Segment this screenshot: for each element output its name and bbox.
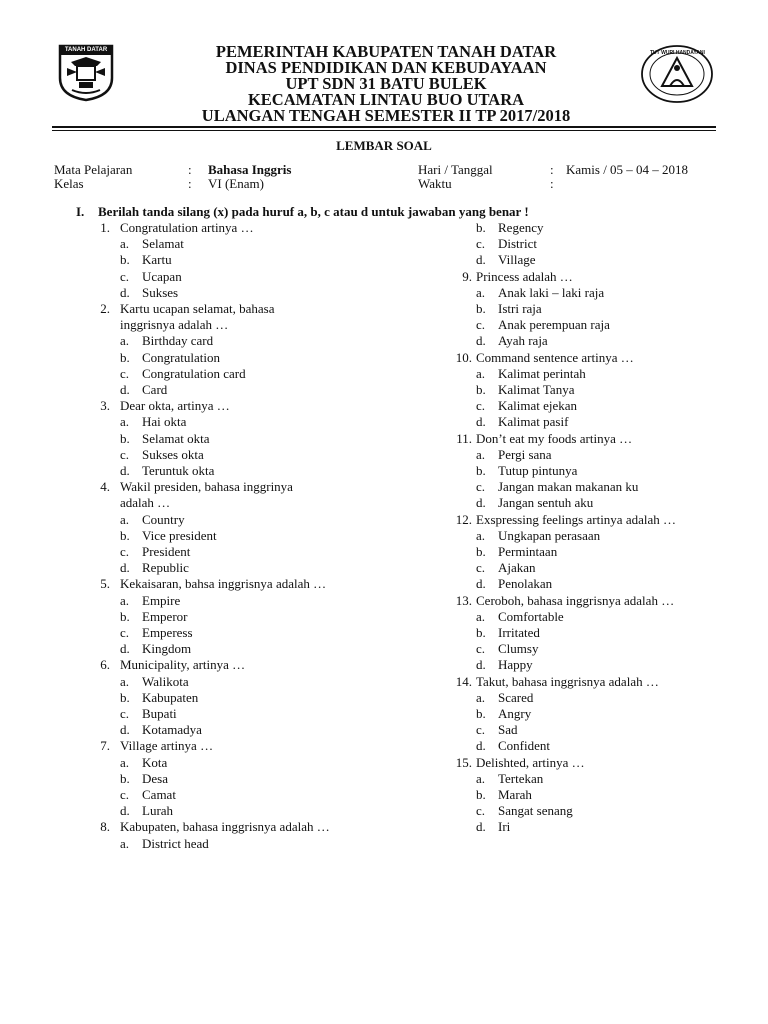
question-number: 13. [455,592,472,608]
option-text: Pergi sana [498,446,552,462]
option-letter: d. [476,576,486,592]
option-letter: d. [120,382,130,397]
option-letter: c. [476,479,486,495]
option-letter: b. [476,463,486,478]
option-text: Hai okta [142,414,187,430]
option-text: Birthday card [142,333,214,349]
option-letter: b. [120,527,130,543]
option-letter: b. [120,770,130,786]
option-text: Kota [142,754,168,770]
option-letter: d. [476,657,486,673]
option-text: Regency [498,220,544,235]
sheet-title: LEMBAR SOAL [336,138,432,153]
option-text: Anak laki – laki raja [498,284,605,300]
option-letter: b. [476,382,486,397]
question-number: 10. [455,349,472,365]
option-letter: a. [120,835,130,851]
option-text: Kalimat perintah [498,365,586,381]
option-text: Sukses okta [142,446,204,462]
option-letter: b. [476,220,486,235]
option-letter: a. [476,770,486,786]
option-letter: c. [476,236,486,252]
day-date-value: Kamis / 05 – 04 – 2018 [566,162,689,177]
section-instruction: Berilah tanda silang (x) pada huruf a, b, c atau d untuk jawaban yang benar ! [98,204,529,219]
option-letter: d. [476,819,486,835]
option-text: Tertekan [498,770,544,786]
option-letter: b. [120,689,130,705]
option-letter: c. [476,317,486,333]
class-value: VI (Enam) [208,176,264,191]
option-letter: a. [476,527,486,543]
option-text: Kalimat ejekan [498,398,578,414]
option-letter: b. [476,301,486,316]
option-text: Republic [142,560,189,576]
option-text: Selamat okta [142,430,210,446]
option-letter: c. [120,787,130,802]
option-letter: c. [120,544,130,559]
option-text: Card [142,382,168,397]
option-letter: a. [476,365,486,381]
option-letter: c. [476,803,486,819]
option-text: Kingdom [142,641,192,657]
option-letter: c. [120,446,130,462]
option-text: Vice president [142,527,217,543]
option-text: Teruntuk okta [142,463,215,478]
option-letter: a. [476,689,486,705]
option-letter: d. [120,803,130,819]
option-letter: d. [120,722,130,738]
option-text: Emperor [142,608,188,624]
option-letter: a. [120,673,130,689]
option-letter: a. [120,333,130,349]
time-label: Waktu [418,176,452,191]
option-text: Jangan makan makanan ku [498,479,639,495]
day-date-label: Hari / Tanggal [418,162,493,177]
question-number: 15. [455,754,472,770]
option-text: Angry [498,706,532,721]
option-text: Tutup pintunya [498,463,578,478]
question-text: Delishted, artinya … [476,754,585,770]
option-letter: d. [120,463,130,478]
option-text: Happy [498,657,533,673]
option-text: District [498,236,537,252]
option-text: Congratulation card [142,365,246,381]
class-label: Kelas [54,176,84,191]
question-number: 1. [100,220,110,235]
question-text: Exspressing feelings artinya adalah … [476,511,676,527]
header-divider [52,126,716,128]
option-text: Comfortable [498,608,564,624]
option-text: Ajakan [498,560,536,576]
option-letter: a. [120,592,130,608]
option-text: Istri raja [498,301,542,316]
option-text: Ayah raja [498,333,548,349]
tut-wuri-handayani-logo [640,44,714,104]
question-number: 12. [455,511,472,527]
option-text: Camat [142,787,176,802]
option-letter: c. [120,365,130,381]
question-text: Dear okta, artinya … [120,398,230,414]
option-letter: b. [120,608,130,624]
question-number: 7. [100,738,110,754]
option-letter: d. [120,560,130,576]
right-logo-text: TUT WURI HANDAYANI [650,50,705,56]
option-letter: b. [476,706,486,721]
option-text: Selamat [142,236,184,252]
option-text: Village [498,252,536,268]
option-text: Bupati [142,706,177,721]
question-text: adalah … [120,495,171,511]
option-letter: a. [120,754,130,770]
option-text: Jangan sentuh aku [498,495,594,511]
question-text: Municipality, artinya … [120,657,246,673]
question-text: Kabupaten, bahasa inggrisnya adalah … [120,819,330,835]
option-text: Sad [498,722,518,738]
question-text: Congratulation artinya … [120,220,254,235]
question-number: 6. [100,657,110,673]
option-text: Kalimat Tanya [498,382,575,397]
option-letter: d. [476,252,486,268]
option-text: District head [142,835,209,851]
option-text: Ucapan [142,268,182,284]
option-text: Emperess [142,625,193,640]
option-text: Penolakan [498,576,553,592]
option-letter: b. [120,349,130,365]
question-number: 5. [100,576,110,592]
class-colon: : [188,176,192,191]
section-numeral: I. [76,204,85,219]
option-text: Ungkapan perasaan [498,527,601,543]
question-number: 3. [100,398,110,414]
subject-label: Mata Pelajaran [54,162,133,177]
option-letter: c. [120,268,130,284]
option-text: Walikota [142,673,189,689]
subject-colon: : [188,162,192,177]
option-letter: c. [120,625,130,640]
option-letter: c. [476,722,486,738]
option-text: Confident [498,738,550,754]
option-letter: c. [476,560,486,576]
question-number: 4. [100,479,110,495]
option-letter: a. [476,284,486,300]
question-text: Takut, bahasa inggrisnya adalah … [476,673,659,689]
option-letter: b. [120,252,130,268]
left-logo-text: TANAH DATAR [64,47,108,53]
question-text: Command sentence artinya … [476,349,634,365]
question-number: 8. [100,819,110,835]
question-number: 2. [100,301,110,316]
option-text: Anak perempuan raja [498,317,610,333]
question-number: 9. [462,268,472,284]
option-letter: a. [476,446,486,462]
option-text: Country [142,511,185,527]
question-text: Wakil presiden, bahasa inggrinya [120,479,293,495]
option-letter: d. [120,284,130,300]
question-text: Princess adalah … [476,268,573,284]
option-letter: c. [476,641,486,657]
option-text: Marah [498,787,532,802]
question-text: Kartu ucapan selamat, bahasa [120,301,275,316]
option-letter: d. [476,333,486,349]
header-line-3: UPT SDN 31 BATU BULEK [285,74,487,93]
option-letter: a. [120,511,130,527]
option-text: Iri [498,819,511,835]
option-letter: a. [120,236,130,252]
option-letter: c. [476,398,486,414]
option-text: Empire [142,592,181,608]
question-text: inggrisnya adalah … [120,317,229,333]
subject-value: Bahasa Inggris [208,162,292,177]
header-divider-thin [52,130,716,131]
day-date-colon: : [550,162,554,177]
question-text: Village artinya … [120,738,214,754]
time-colon: : [550,176,554,191]
question-number: 11. [456,430,472,446]
option-letter: b. [476,625,486,640]
option-text: Kotamadya [142,722,202,738]
option-text: Clumsy [498,641,539,657]
option-text: Lurah [142,803,174,819]
option-text: President [142,544,191,559]
header-line-1: PEMERINTAH KABUPATEN TANAH DATAR [215,42,557,61]
option-text: Permintaan [498,544,558,559]
option-letter: c. [120,706,130,721]
option-text: Sangat senang [498,803,573,819]
header-line-2: DINAS PENDIDIKAN DAN KEBUDAYAAN [225,58,547,77]
question-text: Kekaisaran, bahsa inggrisnya adalah … [120,576,327,592]
option-text: Sukses [142,284,179,300]
question-text: Ceroboh, bahasa inggrisnya adalah … [476,592,675,608]
option-letter: b. [120,430,130,446]
option-letter: d. [476,738,486,754]
option-letter: a. [476,608,486,624]
option-letter: b. [476,544,486,559]
option-text: Kabupaten [142,689,199,705]
option-letter: a. [120,414,130,430]
option-text: Kartu [142,252,172,268]
option-letter: d. [120,641,130,657]
header-line-5: ULANGAN TENGAH SEMESTER II TP 2017/2018 [201,106,571,125]
option-letter: d. [476,495,486,511]
question-text: Don’t eat my foods artinya … [476,430,633,446]
option-text: Irritated [498,625,540,640]
question-number: 14. [455,673,472,689]
option-letter: b. [476,787,486,802]
tanah-datar-logo [57,44,115,102]
option-text: Congratulation [142,349,220,365]
header-line-4: KECAMATAN LINTAU BUO UTARA [247,90,525,109]
option-letter: d. [476,414,486,430]
option-text: Scared [498,689,534,705]
option-text: Kalimat pasif [498,414,569,430]
option-text: Desa [142,770,168,786]
